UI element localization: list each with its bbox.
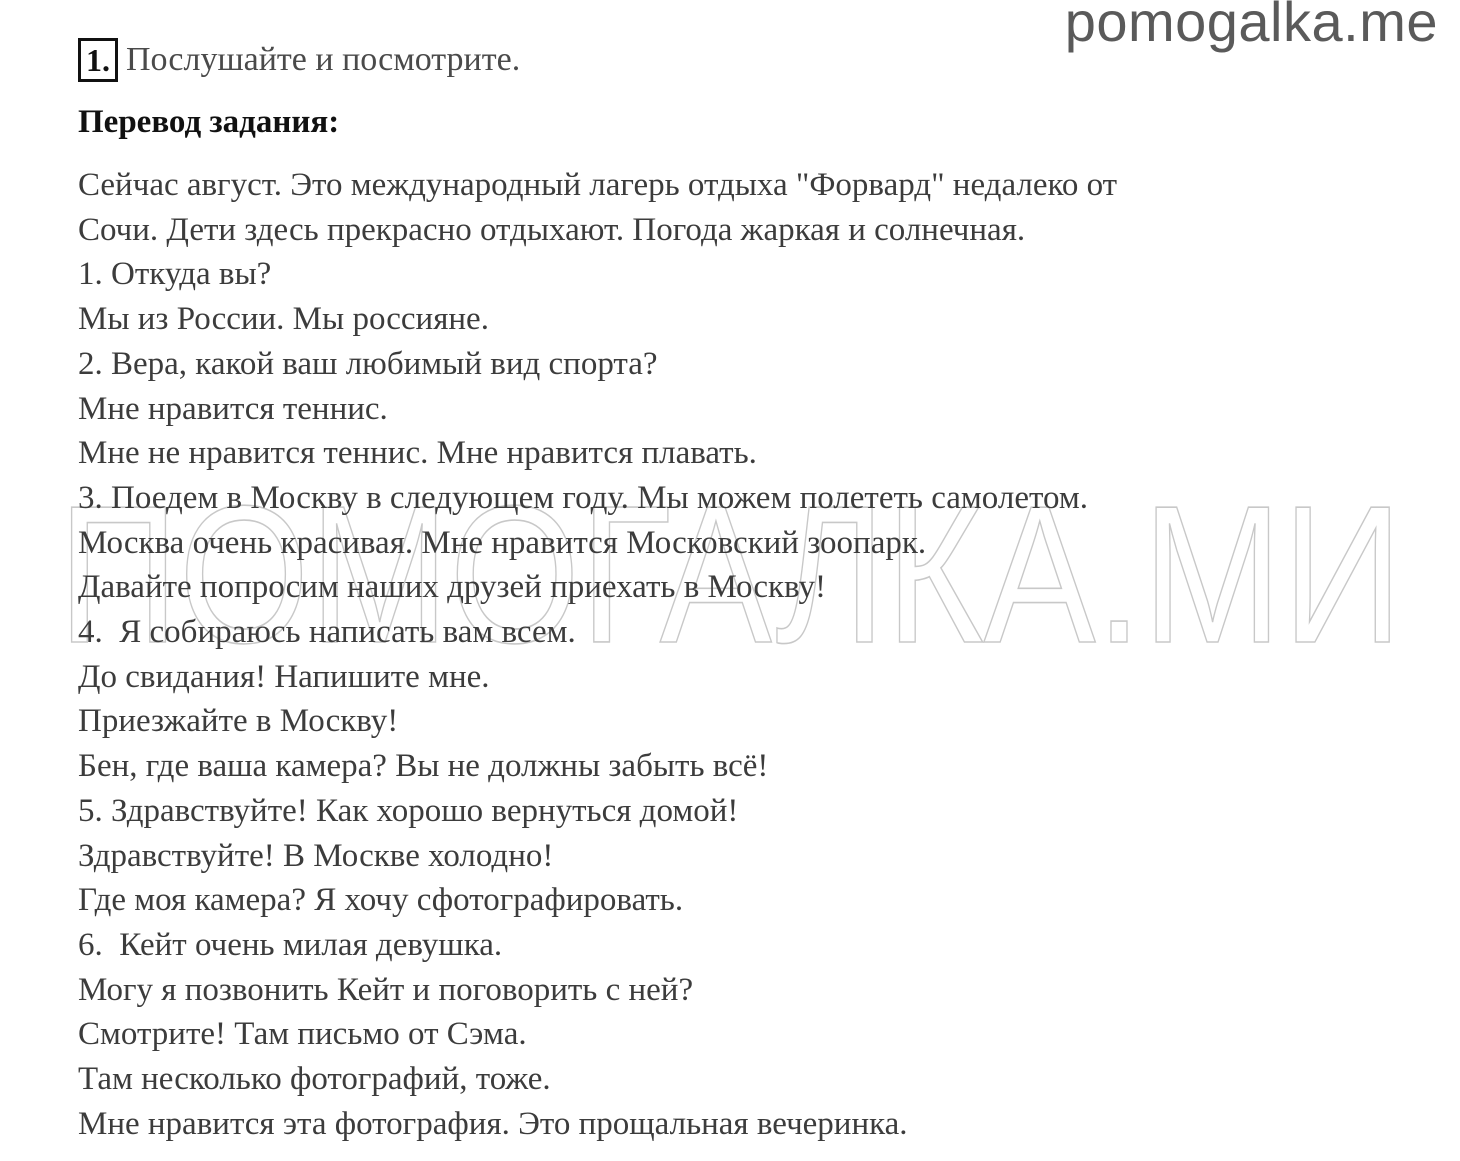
text-line: Где моя камера? Я хочу сфотографировать. xyxy=(78,882,684,919)
text-line: До свидания! Напишите мне. xyxy=(78,658,490,695)
text-line: Могу я позвонить Кейт и поговорить с ней? xyxy=(78,971,694,1008)
text-line: Здравствуйте! В Москве холодно! xyxy=(78,837,554,874)
text-line: Приезжайте в Москву! xyxy=(78,703,399,740)
text-line: 3. Поедем в Москву в следующем году. Мы можем полететь самолетом. xyxy=(78,479,1088,516)
translation-text xyxy=(78,163,1398,1146)
task-number-badge: 1. xyxy=(78,38,118,82)
text-line: Бен, где ваша камера? Вы не должны забыть всё! xyxy=(78,748,769,785)
task-title: Послушайте и посмотрите. xyxy=(126,41,521,78)
text-line: 5. Здравствуйте! Как хорошо вернуться домой! xyxy=(78,792,739,829)
task-header xyxy=(78,38,520,82)
text-line: Сейчас август. Это международный лагерь отдыха "Форвард" недалеко от xyxy=(78,167,1118,203)
text-line: 6. Кейт очень милая девушка. xyxy=(78,926,503,963)
text-line: Мне нравится эта фотография. Это прощальная вечеринка. xyxy=(78,1105,908,1142)
text-line: Мне не нравится теннис. Мне нравится плавать. xyxy=(78,435,757,472)
text-line: 2. Вера, какой ваш любимый вид спорта? xyxy=(78,345,658,382)
text-line: Мы из России. Мы россияне. xyxy=(78,301,489,338)
site-logo: pomogalka.me xyxy=(1064,0,1438,53)
watermark-text: ПОМОГАЛКА.МИ xyxy=(58,492,1403,662)
text-line: Там несколько фотографий, тоже. xyxy=(78,1061,551,1098)
text-line: Москва очень красивая. Мне нравится Московский зоопарк. xyxy=(78,524,927,561)
text-line: Мне нравится теннис. xyxy=(78,390,388,427)
text-line: Сочи. Дети здесь прекрасно отдыхают. Погода жаркая и солнечная. xyxy=(78,211,1026,248)
text-line: 1. Откуда вы? xyxy=(78,256,272,293)
text-line: Давайте попросим наших друзей приехать в Москву! xyxy=(78,569,826,606)
text-line: Смотрите! Там письмо от Сэма. xyxy=(78,1016,527,1053)
translation-heading: Перевод задания: xyxy=(78,104,340,140)
text-line: 4. Я собираюсь написать вам всем. xyxy=(78,614,576,651)
